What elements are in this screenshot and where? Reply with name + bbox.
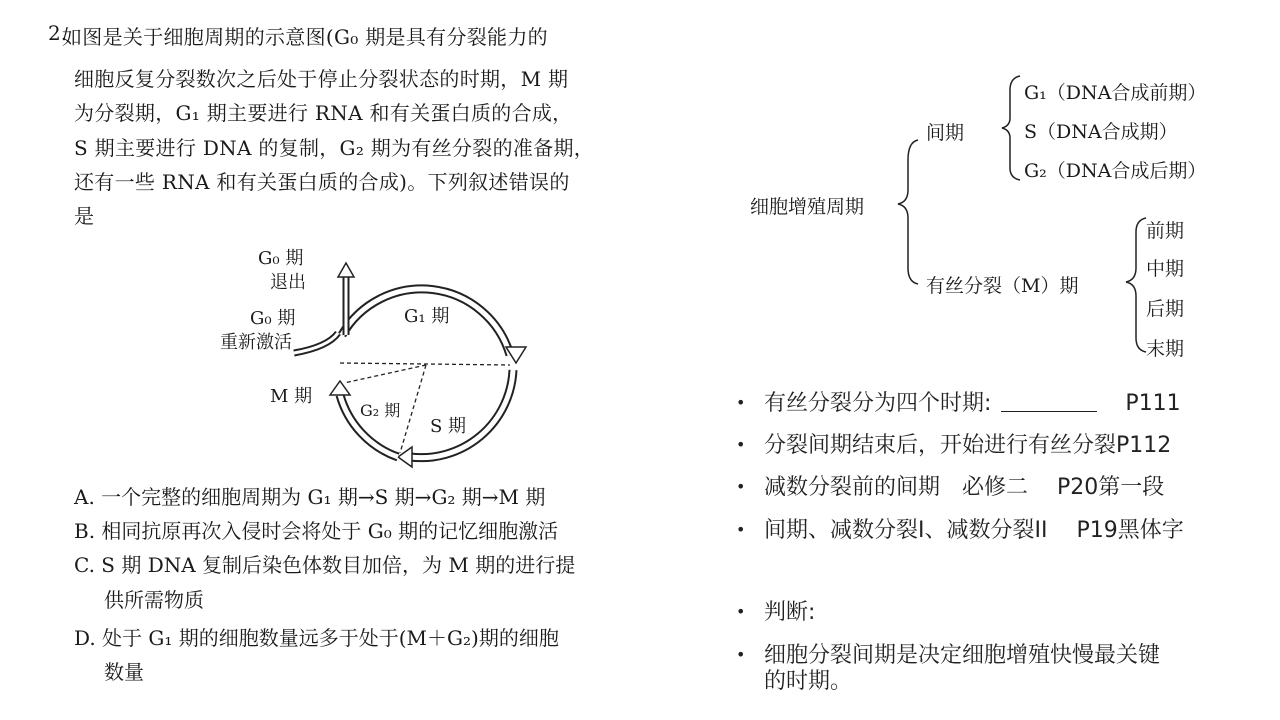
tree-metaphase: 中期 (1146, 258, 1185, 280)
note-item-4 (736, 513, 1184, 544)
mitosis-brace (1126, 218, 1146, 352)
g0-reactivate-label: G₀ 期 (250, 308, 296, 329)
s-label: S 期 (430, 416, 467, 437)
g2-label: G₂ 期 (360, 401, 401, 420)
bullet-icon: • (736, 520, 746, 539)
note-text-1: 有丝分裂分为四个时期: (764, 391, 992, 416)
tree-g2: G₂（DNA合成后期） (1024, 160, 1207, 182)
bullet-icon: • (736, 477, 746, 496)
question-number: 2. (48, 21, 68, 45)
tree-s: S（DNA合成期） (1024, 121, 1178, 143)
note-item-1 (736, 386, 1181, 417)
note-text-4: 间期、减数分裂I、减数分裂II P19黑体字 (764, 518, 1184, 543)
tree-anaphase: 后期 (1146, 298, 1185, 320)
interphase-brace (1002, 76, 1020, 180)
note-text-3: 减数分裂前的间期 必修二 P20第一段 (764, 475, 1165, 500)
question-line-6: 是 (74, 204, 95, 228)
note-text-6: 细胞分裂间期是决定细胞增殖快慢最关键 (764, 643, 1161, 668)
question-line-1: 如图是关于细胞周期的示意图(G₀ 期是具有分裂能力的 (62, 25, 548, 49)
option-c: C. S 期 DNA 复制后染色体数目加倍，为 M 期的进行提 (74, 553, 576, 577)
tree-g1: G₁（DNA合成前期） (1024, 82, 1207, 104)
note-item-2 (736, 428, 1171, 459)
bullet-icon: • (736, 645, 746, 664)
m-label: M 期 (270, 386, 313, 407)
note-text-2: 分裂间期结束后，开始进行有丝分裂P112 (764, 433, 1172, 458)
tree-braces (880, 70, 1190, 360)
s-arrowhead-icon (398, 447, 412, 467)
tree-prophase: 前期 (1146, 220, 1185, 242)
m-arrowhead-icon (330, 381, 350, 395)
note-item-6-cont (764, 664, 852, 695)
bullet-icon: • (736, 435, 746, 454)
g0-reactivate-label-2: 重新激活 (220, 332, 292, 353)
bullet-icon: • (736, 602, 746, 621)
g0-reactivate-arrow (294, 333, 338, 353)
tree-interphase: 间期 (926, 122, 965, 144)
note-item-5 (736, 595, 815, 626)
tree-root: 细胞增殖周期 (750, 196, 865, 218)
g1-label: G₁ 期 (404, 306, 450, 327)
g0-exit-label-2: 退出 (270, 272, 306, 293)
question-line-4: S 期主要进行 DNA 的复制，G₂ 期为有丝分裂的准备期， (74, 136, 595, 160)
option-d-cont: 数量 (104, 660, 144, 684)
option-c-cont: 供所需物质 (104, 588, 204, 612)
tree-mitosis: 有丝分裂（M）期 (926, 275, 1079, 297)
option-a: A. 一个完整的细胞周期为 G₁ 期→S 期→G₂ 期→M 期 (74, 485, 546, 509)
question-line-2: 细胞反复分裂数次之后处于停止分裂状态的时期，M 期 (74, 67, 569, 91)
g0-exit-arrowhead-icon (338, 263, 354, 277)
option-b: B. 相同抗原再次入侵时会将处于 G₀ 期的记忆细胞激活 (74, 519, 559, 543)
note-text-5: 判断: (764, 600, 816, 625)
answer-blank[interactable] (1001, 391, 1097, 412)
question-line-3: 为分裂期，G₁ 期主要进行 RNA 和有关蛋白质的合成， (74, 101, 573, 125)
question-line-5: 还有一些 RNA 和有关蛋白质的合成)。下列叙述错误的 (74, 170, 570, 194)
option-d: D. 处于 G₁ 期的细胞数量远多于处于(M＋G₂)期的细胞 (74, 626, 559, 650)
root-brace (898, 140, 918, 284)
tree-telophase: 末期 (1146, 338, 1185, 360)
note-item-3 (736, 470, 1164, 501)
note-ref-1: P111 (1125, 391, 1181, 416)
note-text-6-cont: 的时期。 (764, 669, 853, 694)
cell-cycle-diagram (210, 235, 540, 475)
bullet-icon: • (736, 393, 746, 412)
g0-exit-label: G₀ 期 (258, 248, 304, 269)
